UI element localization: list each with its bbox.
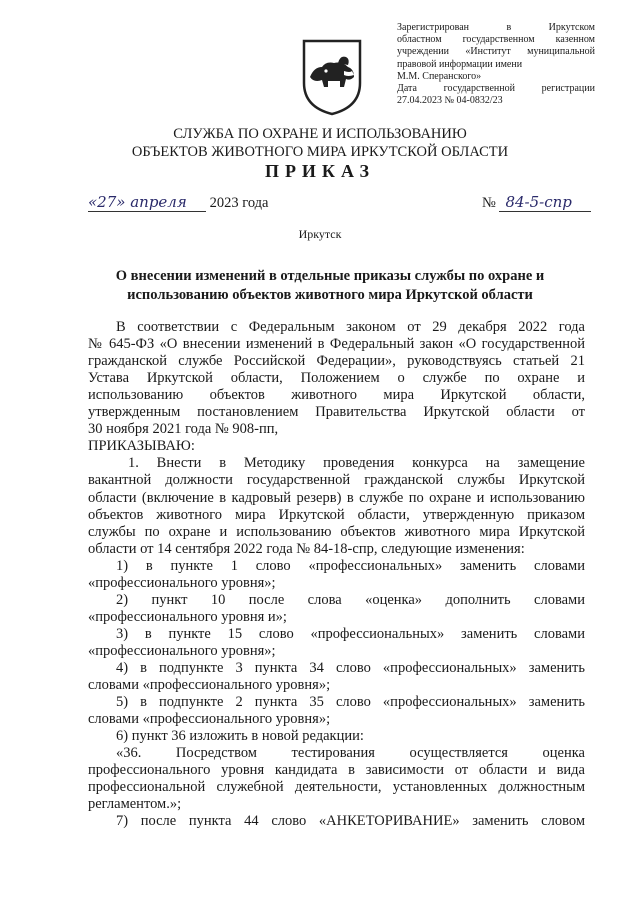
body-line: вакантной должности государственной гражданской службы Иркутской: [88, 472, 585, 489]
registration-line: М.М. Сперанского»: [397, 70, 482, 82]
handwritten-number: 84-5-спр: [499, 193, 591, 212]
body-line: словами «профессионального уровня»;: [88, 677, 331, 694]
coat-of-arms-emblem: [300, 37, 364, 117]
title-line1: О внесении изменений в отдельные приказы службы по охране и: [115, 268, 545, 284]
body-line: «профессионального уровня»;: [88, 574, 276, 591]
registration-line: областном государственном казенном: [397, 34, 595, 46]
registration-line: учреждении «Институт муниципальной: [397, 46, 595, 58]
body-line: 5) в подпункте 2 пункта 35 слово «профессиональных» заменить: [116, 694, 585, 711]
body-line: «профессионального уровня»;: [88, 642, 276, 659]
handwritten-date: «27» апреля: [88, 193, 206, 212]
body-line: 2) пункт 10 после слова «оценка» дополнить словами: [116, 591, 585, 608]
body-line: 30 ноября 2021 года № 908-пп,: [88, 421, 279, 438]
body-line: 6) пункт 36 изложить в новой редакции:: [116, 728, 364, 745]
registration-line: правовой информации имени: [397, 58, 523, 70]
registration-line: 27.04.2023 № 04-0832/23: [397, 95, 503, 107]
city-name: Иркутск: [298, 227, 342, 241]
body-line: 1) в пункте 1 слово «профессиональных» заменить словами: [116, 557, 585, 574]
body-line: В соответствии с Федеральным законом от 29 декабря 2022 года: [116, 319, 585, 335]
agency-name-line2: ОБЪЕКТОВ ЖИВОТНОГО МИРА ИРКУТСКОЙ ОБЛАСТИ: [131, 144, 509, 160]
document-date: [88, 193, 268, 212]
body-line: службы по охране и использованию объектов животного мира Иркутской: [88, 523, 585, 540]
body-line: 1. Внести в Методику проведения конкурса на замещение: [128, 455, 585, 472]
body-line: области от 14 сентября 2022 года № 84-18-спр, следующие изменения:: [88, 540, 525, 557]
body-line: словами «профессионального уровня»;: [88, 711, 331, 728]
document-number: [482, 193, 591, 212]
body-line: гражданской службе Российской Федерации», руководствуясь статьей 21: [88, 353, 585, 370]
body-line: 4) в подпункте 3 пункта 34 слово «профессиональных» заменить: [116, 660, 585, 676]
body-line: 7) после пункта 44 слово «АНКЕТОРИВАНИЕ» заменить словом: [116, 813, 585, 830]
body-line: области (включение в кадровый резерв) в службе по охране и использованию: [88, 489, 585, 506]
date-year: 2023 года: [209, 195, 269, 211]
body-line: профессиональной служебной деятельности, установленных должностным: [88, 779, 585, 796]
body-line: ПРИКАЗЫВАЮ:: [88, 438, 195, 455]
body-line: Устава Иркутской области, Положением о службе по охране и: [88, 370, 585, 387]
body-line: объектов животного мира Иркутской области, утвержденную приказом: [88, 506, 585, 523]
document-type: ПРИКАЗ: [264, 161, 376, 181]
registration-line: Зарегистрирован в Иркутском: [397, 22, 595, 33]
body-line: профессионального уровня кандидата в зависимости от области и вида: [88, 762, 585, 779]
body-line: «36. Посредством тестирования осуществляется оценка: [116, 745, 585, 762]
agency-name-line1: СЛУЖБА ПО ОХРАНЕ И ИСПОЛЬЗОВАНИЮ: [173, 126, 467, 142]
body-line: «профессионального уровня и»;: [88, 608, 287, 625]
number-label: №: [482, 195, 496, 211]
document-title: [100, 267, 560, 305]
registration-stamp: [397, 22, 595, 107]
registration-line: Дата государственной регистрации: [397, 83, 595, 95]
title-line2: использованию объектов животного мира Иркутской области: [127, 287, 533, 303]
body-line: регламентом.»;: [88, 796, 182, 813]
body-line: использованию объектов животного мира Иркутской области,: [88, 387, 585, 404]
body-line: 3) в пункте 15 слово «профессиональных» заменить словами: [116, 625, 585, 642]
body-line: № 645-ФЗ «О внесении изменений в Федеральный закон «О государственной: [88, 336, 585, 353]
body-line: утвержденным постановлением Правительства Иркутской области от: [88, 404, 585, 421]
